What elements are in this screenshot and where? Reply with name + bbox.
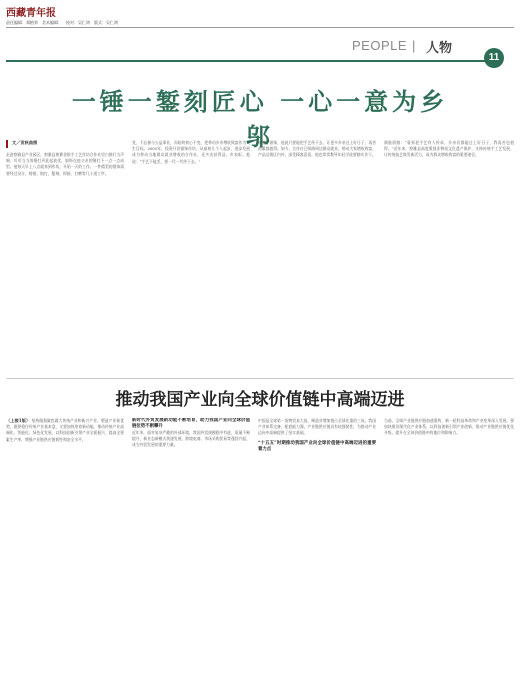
bottom-article-headline: 推动我国产业向全球价值链中高端迈进 — [115, 390, 405, 410]
top-article-byline: 文／贡秋曲措 — [12, 140, 38, 145]
top-article-column-2: 党，不忘参与公益事业，而始终初心不变，把带动乡亲增收致富作为人生目标。2005年，投资开设银饰作坊，从最初几个人起步，逐步发展成为带动当地群众就业增收的合作社，还多次获得县、市表彰。他说：“手艺不能丢，要一代一代传下去。” — [132, 140, 250, 164]
editor-meta-line: 责任编辑：郑植荣 美术编辑： 校对：吴仁鸿 版式：吴仁鸿 — [6, 20, 118, 25]
byline-marker — [6, 140, 8, 148]
bottom-article-column-2 — [132, 418, 250, 696]
bottom-article-column-3-text: 中国是全球第一货物贸易大国，制造业增加值占全球比重约三成。我国产业体系完备，配套能力强，产业链供应链具有较强韧性，为推动产业迈向中高端提供了坚实基础。 — [258, 418, 376, 436]
bottom-article-column-4: 当前，全球产业链供应链加速重构，新一轮科技革命和产业变革深入发展。要加快建设现代化产业体系，以科技创新引领产业创新，推动产业链供应链优化升级，提升在全球价值链中的地位和影响力。 — [384, 418, 514, 436]
subheading-new-era-trade: 新时代外贸发展新动能不断培育，助力我国产业向全球价值链位势不断攀升 — [132, 418, 250, 429]
top-article-column-1: 走进察雅县产业园区，察雅县黄赛金银手工艺作坊合作社里白银叮当声响、叮叮当当的锤打声此起彼伏，银饰在他父亲的锤打下一点一点成型。他每天早上八点就来到作坊，开始一天的工作。一件精美的银饰需要经过设计、熔银、锻打、錾刻、焊接、打磨等几十道工序。 — [6, 152, 124, 176]
top-article-headline: 一锤一錾刻匠心 一心一意为乡邬 — [71, 88, 449, 151]
bottom-article-column-3 — [258, 418, 376, 696]
section-label-zh: 人物 — [426, 40, 453, 55]
article-divider — [6, 378, 514, 379]
top-article-column-4: 满脸骄傲：“看到老手艺有人传承，乡亲们都能过上好日子，我再苦也值得。”近年来，察雅县高度重视非物质文化遗产保护，支持传统手工艺发展，让传统技艺焕发新活力，成为群众增收致富的重要途径。 — [384, 140, 514, 158]
bottom-article-column-2-text: 近年来，面对复杂严峻的外部环境，我国外贸规模稳中有进，质量不断提升，新业态新模式快速发展，跨境电商、市场采购贸易等蓬勃兴起，成为外贸发展的重要力量。 — [132, 430, 250, 448]
masthead-title: 西藏青年报 — [6, 8, 56, 19]
section-accent-bar — [6, 60, 486, 62]
bottom-article-column-1-text: 坚持做强做优做大传统产业和新兴产业，塑造产业新优势，既要稳住传统产业基本盘，又要加快培育新动能。推动传统产业高端化、智能化、绿色化发展，以科技创新引领产业全面振兴，提高全要素生产率，增强产业链供应链韧性和安全水平。 — [6, 418, 124, 442]
continued-label: （上接1版） — [6, 418, 31, 423]
header-rule — [6, 27, 514, 28]
section-label-en: PEOPLE — [352, 38, 408, 53]
top-article-column-3: 铺满了银饰，他说只要能把手艺传下去，让更多乡亲过上好日子，再苦再累都值得。如今，合作社已吸纳周边群众就业，带动大家增收致富，产品远销区内外，深受顾客喜爱。他也常常教导年轻学徒要踏实肯干。 — [258, 140, 376, 158]
section-separator: | — [412, 38, 416, 53]
page-number-badge: 11 — [484, 48, 504, 68]
subheading-15th-five-year: “十五五”时期推动我国产业向全球价值链中高端迈进的重要着力点 — [258, 440, 376, 452]
bottom-article-column-1 — [6, 418, 124, 696]
